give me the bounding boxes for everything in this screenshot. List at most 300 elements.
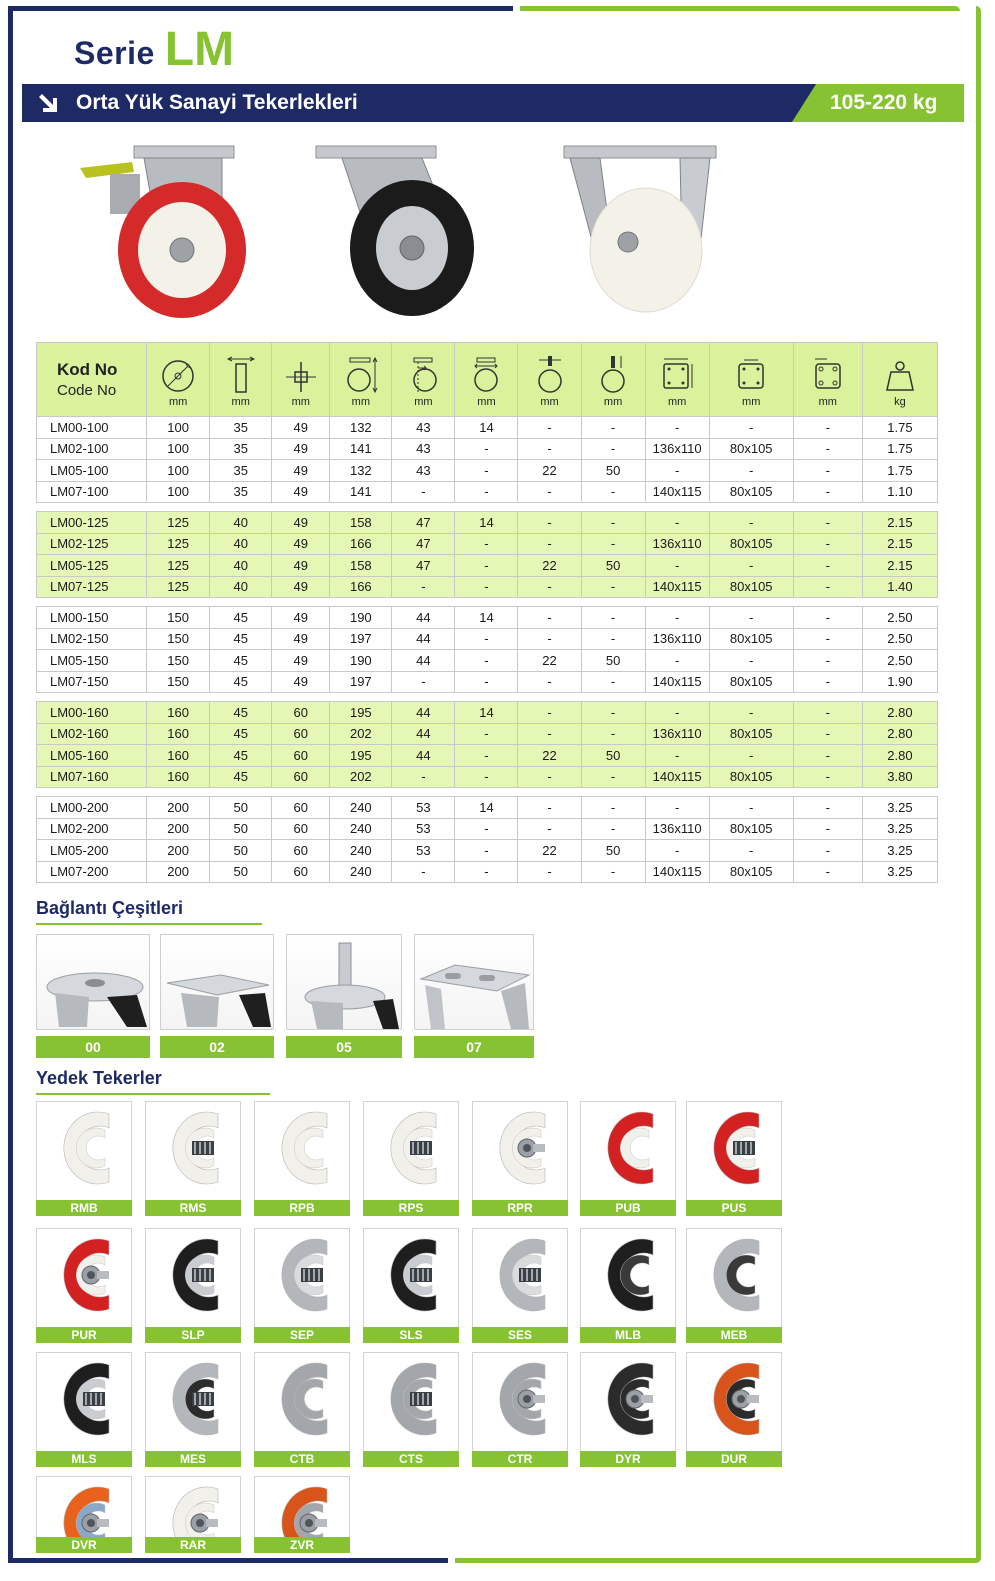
value-cell: - [793,481,862,503]
value-cell: 1.10 [862,481,937,503]
group-gap-cell [37,788,938,797]
value-cell: 40 [210,555,272,577]
group-gap [37,503,938,512]
value-cell: 195 [330,702,392,724]
value-cell: 1.40 [862,576,937,598]
value-cell: - [518,576,581,598]
value-cell: 49 [272,650,330,672]
value-cell: 190 [330,607,392,629]
value-cell: - [455,723,518,745]
spare-wheel-tile[interactable] [254,1228,350,1343]
value-cell: - [518,702,581,724]
spare-wheel-tile[interactable] [145,1352,241,1467]
connections-title: Bağlantı Çeşitleri [36,898,184,918]
value-cell: - [793,628,862,650]
value-cell: 136x110 [645,818,709,840]
value-cell: 60 [272,745,330,767]
spare-wheel-label: MES [145,1451,241,1467]
value-cell: 49 [272,607,330,629]
value-cell: 44 [392,723,455,745]
value-cell: 140x115 [645,766,709,788]
value-cell: 100 [147,438,210,460]
value-cell: 60 [272,840,330,862]
value-cell: - [793,840,862,862]
spare-wheel-icon [378,1235,448,1315]
table-row [37,766,938,788]
value-cell: - [518,607,581,629]
value-cell: 14 [455,702,518,724]
value-cell: - [581,628,645,650]
value-cell: - [793,417,862,439]
value-cell: 60 [272,766,330,788]
spare-wheel-tile[interactable] [254,1101,350,1216]
value-cell: - [645,460,709,482]
value-cell: 1.75 [862,438,937,460]
series-code: LM [164,23,235,76]
connection-label: 00 [36,1036,150,1058]
col-offset [392,343,455,417]
connection-label: 05 [286,1036,402,1058]
spare-wheel-label: MLS [36,1451,132,1467]
spare-wheel-picture [686,1228,782,1328]
col-wheel-width [210,343,272,417]
unit-label: mm [414,396,433,408]
value-cell: - [709,512,793,534]
offset-icon [404,354,442,394]
spare-wheels-title: Yedek Tekerler [36,1068,162,1088]
plate-size-icon [658,354,696,394]
value-cell: 49 [272,460,330,482]
value-cell: 80x105 [709,628,793,650]
value-cell: - [581,438,645,460]
value-cell: 45 [210,766,272,788]
value-cell: - [709,607,793,629]
value-cell: - [455,460,518,482]
value-cell: 80x105 [709,481,793,503]
spare-wheel-tile[interactable] [686,1101,782,1216]
spare-wheel-tile[interactable] [472,1352,568,1467]
table-row [37,512,938,534]
table-row [37,723,938,745]
value-cell: 200 [147,840,210,862]
value-cell: 50 [210,840,272,862]
code-cell: LM00-150 [37,607,147,629]
value-cell: 160 [147,702,210,724]
value-cell: 1.75 [862,460,937,482]
value-cell: - [518,818,581,840]
col-stem-length [581,343,645,417]
spare-wheel-picture [254,1228,350,1328]
value-cell: 150 [147,607,210,629]
value-cell: 50 [581,650,645,672]
value-cell: - [518,512,581,534]
code-cell: LM07-125 [37,576,147,598]
value-cell: - [518,533,581,555]
unit-label: mm [231,396,250,408]
value-cell: 14 [455,607,518,629]
spare-wheel-tile[interactable] [686,1228,782,1343]
spare-wheel-tile[interactable] [254,1476,350,1553]
spare-wheel-label: MEB [686,1327,782,1343]
value-cell: 197 [330,628,392,650]
table-row [37,533,938,555]
value-cell: 22 [518,840,581,862]
value-cell: - [709,797,793,819]
value-cell: - [645,745,709,767]
value-cell: - [581,671,645,693]
value-cell: - [645,512,709,534]
value-cell: - [645,797,709,819]
spare-wheel-label: CTR [472,1451,568,1467]
value-cell: 2.15 [862,555,937,577]
spare-wheel-tile[interactable] [686,1352,782,1467]
value-cell: 125 [147,533,210,555]
spare-wheel-tile[interactable] [145,1476,241,1553]
value-cell: - [645,417,709,439]
value-cell: 80x105 [709,671,793,693]
value-cell: 125 [147,576,210,598]
code-cell: LM05-160 [37,745,147,767]
arrow-down-right-icon [36,91,60,115]
spare-wheel-tile[interactable] [363,1228,459,1343]
value-cell: 125 [147,512,210,534]
value-cell: 136x110 [645,723,709,745]
code-header-tr: Kod No [57,360,118,379]
value-cell: 50 [581,840,645,862]
value-cell: - [709,417,793,439]
spec-table-body [37,417,938,883]
value-cell: 44 [392,650,455,672]
spare-wheel-label: CTB [254,1451,350,1467]
connection-tile-07[interactable] [414,934,534,1058]
value-cell: 100 [147,481,210,503]
code-cell: LM02-100 [37,438,147,460]
spare-wheel-tile[interactable] [472,1228,568,1343]
value-cell: - [581,512,645,534]
value-cell: - [581,818,645,840]
spare-wheel-tile[interactable] [254,1352,350,1467]
value-cell: 47 [392,533,455,555]
code-cell: LM07-200 [37,861,147,883]
spare-wheel-picture [363,1352,459,1452]
value-cell: 45 [210,628,272,650]
value-cell: 49 [272,555,330,577]
value-cell: 47 [392,512,455,534]
value-cell: 50 [210,797,272,819]
connection-tile-00[interactable] [36,934,150,1058]
value-cell: 197 [330,671,392,693]
value-cell: - [709,840,793,862]
spare-wheel-label: PUB [580,1200,676,1216]
table-row [37,576,938,598]
table-row [37,481,938,503]
connection-tile-02[interactable] [160,934,274,1058]
value-cell: - [581,481,645,503]
value-cell: 44 [392,702,455,724]
spare-wheel-icon [51,1108,121,1188]
spare-wheel-label: SLS [363,1327,459,1343]
value-cell: 14 [455,512,518,534]
spare-wheel-tile[interactable] [363,1101,459,1216]
value-cell: 202 [330,766,392,788]
table-row [37,745,938,767]
value-cell: 53 [392,818,455,840]
code-cell: LM00-125 [37,512,147,534]
bolt-hole-mount-icon [36,934,150,1030]
value-cell: 140x115 [645,671,709,693]
value-cell: 150 [147,628,210,650]
value-cell: 44 [392,745,455,767]
value-cell: - [645,555,709,577]
hub-length-icon [282,354,320,394]
value-cell: 240 [330,861,392,883]
spare-wheel-icon [160,1108,230,1188]
spare-wheel-label: RPB [254,1200,350,1216]
unit-label: kg [894,396,906,408]
spare-wheel-picture [472,1352,568,1452]
value-cell: 80x105 [709,818,793,840]
value-cell: - [581,797,645,819]
value-cell: - [793,438,862,460]
unit-label: mm [667,396,687,408]
value-cell: 150 [147,650,210,672]
load-range: 105-220 kg [830,91,938,114]
spare-wheel-icon [487,1235,557,1315]
spare-wheel-icon [378,1359,448,1439]
col-bolt-spacing [709,343,793,417]
col-wheel-diameter [147,343,210,417]
code-cell: LM07-160 [37,766,147,788]
spare-wheel-icon [51,1359,121,1439]
value-cell: - [793,533,862,555]
value-cell: - [392,861,455,883]
spare-wheel-picture [686,1352,782,1452]
value-cell: 2.80 [862,702,937,724]
spare-wheel-picture [363,1101,459,1201]
value-cell: 45 [210,745,272,767]
spare-wheel-picture [686,1101,782,1201]
value-cell: 60 [272,702,330,724]
value-cell: 2.15 [862,533,937,555]
value-cell: - [455,818,518,840]
code-cell: LM05-150 [37,650,147,672]
value-cell: 2.50 [862,650,937,672]
wheel-width-icon [222,354,260,394]
spare-wheel-picture [363,1228,459,1328]
value-cell: 45 [210,650,272,672]
value-cell: 2.50 [862,628,937,650]
spare-wheel-icon [487,1108,557,1188]
value-cell: 60 [272,818,330,840]
spare-wheel-tile[interactable] [472,1101,568,1216]
spare-wheel-tile[interactable] [145,1101,241,1216]
brake-icon [467,354,505,394]
spare-wheel-icon [51,1235,121,1315]
value-cell: 1.90 [862,671,937,693]
spare-wheel-label: RMS [145,1200,241,1216]
value-cell: 44 [392,607,455,629]
value-cell: 160 [147,745,210,767]
value-cell: - [581,607,645,629]
code-cell: LM02-200 [37,818,147,840]
group-gap-cell [37,598,938,607]
spare-wheel-tile[interactable] [580,1352,676,1467]
value-cell: - [455,840,518,862]
value-cell: 240 [330,797,392,819]
unit-label: mm [168,396,188,408]
value-cell: 40 [210,512,272,534]
code-cell: LM00-160 [37,702,147,724]
spare-wheel-tile[interactable] [145,1228,241,1343]
code-cell: LM02-160 [37,723,147,745]
table-row [37,438,938,460]
code-cell: LM02-125 [37,533,147,555]
table-row [37,555,938,577]
value-cell: 2.15 [862,512,937,534]
spare-wheel-picture [254,1101,350,1201]
value-cell: 202 [330,723,392,745]
col-hub-length [272,343,330,417]
spare-wheel-label: SLP [145,1327,241,1343]
value-cell: - [709,702,793,724]
table-header-row [37,343,938,417]
value-cell: - [793,723,862,745]
col-brake [455,343,518,417]
value-cell: 49 [272,671,330,693]
group-gap [37,598,938,607]
value-cell: 2.80 [862,723,937,745]
value-cell: 50 [581,460,645,482]
spare-wheel-icon [160,1359,230,1439]
unit-label: mm [477,396,496,408]
value-cell: 100 [147,417,210,439]
value-cell: 132 [330,417,392,439]
value-cell: - [518,861,581,883]
title-bar [22,84,964,122]
value-cell: 50 [581,745,645,767]
value-cell: 49 [272,481,330,503]
value-cell: 240 [330,840,392,862]
value-cell: 22 [518,460,581,482]
swivel-caster-icon [312,138,492,318]
value-cell: - [793,671,862,693]
total-height-icon [342,354,380,394]
value-cell: 35 [210,481,272,503]
value-cell: 53 [392,797,455,819]
spare-wheel-icon [595,1359,665,1439]
swivel-brake-caster-icon [72,138,252,318]
spare-wheel-tile[interactable] [36,1228,132,1343]
value-cell: 136x110 [645,628,709,650]
spare-wheel-label: DUR [686,1451,782,1467]
value-cell: - [518,766,581,788]
value-cell: - [709,745,793,767]
value-cell: - [455,576,518,598]
value-cell: 35 [210,438,272,460]
spare-wheel-tile[interactable] [36,1352,132,1467]
value-cell: 47 [392,555,455,577]
spare-wheel-tile[interactable] [580,1101,676,1216]
value-cell: 45 [210,671,272,693]
unit-label: mm [818,396,837,408]
value-cell: - [455,650,518,672]
value-cell: - [793,607,862,629]
value-cell: 80x105 [709,766,793,788]
spare-wheel-icon [269,1359,339,1439]
value-cell: 3.25 [862,818,937,840]
unit-label: mm [291,396,310,408]
spare-wheel-icon [160,1235,230,1315]
value-cell: 50 [210,818,272,840]
value-cell: 166 [330,533,392,555]
spare-wheel-tile[interactable] [36,1476,132,1553]
value-cell: 43 [392,460,455,482]
spare-wheel-tile[interactable] [363,1352,459,1467]
value-cell: - [518,481,581,503]
spare-wheel-tile[interactable] [580,1228,676,1343]
value-cell: - [518,417,581,439]
connection-tile-05[interactable] [286,934,402,1058]
table-row [37,628,938,650]
code-cell: LM05-200 [37,840,147,862]
value-cell: - [793,555,862,577]
spare-wheel-tile[interactable] [36,1101,132,1216]
unit-label: mm [742,396,761,408]
value-cell: - [793,650,862,672]
value-cell: 45 [210,702,272,724]
frame-right [976,6,981,1562]
spare-wheel-icon [378,1108,448,1188]
series-heading [74,22,235,76]
value-cell: 43 [392,438,455,460]
connection-label: 02 [160,1036,274,1058]
value-cell: 45 [210,607,272,629]
spare-wheel-picture [580,1228,676,1328]
value-cell: 80x105 [709,533,793,555]
spare-wheel-label: PUS [686,1200,782,1216]
col-weight [862,343,937,417]
frame-bottom-green [455,1558,981,1563]
spare-wheel-icon [701,1359,771,1439]
frame-top-navy [8,6,513,11]
code-header-en: Code No [57,382,117,399]
value-cell: 14 [455,797,518,819]
value-cell: 49 [272,533,330,555]
spare-wheel-label: DVR [36,1537,132,1553]
value-cell: 80x105 [709,723,793,745]
group-gap [37,788,938,797]
value-cell: 40 [210,576,272,598]
value-cell: - [455,671,518,693]
value-cell: 43 [392,417,455,439]
wheel-diameter-icon [159,354,197,394]
value-cell: 50 [210,861,272,883]
group-gap [37,693,938,702]
spare-wheel-icon [595,1108,665,1188]
spare-wheel-icon [269,1235,339,1315]
spare-wheel-picture [36,1101,132,1201]
value-cell: 190 [330,650,392,672]
spare-wheels-underline [36,1093,270,1095]
value-cell: 44 [392,628,455,650]
value-cell: 49 [272,512,330,534]
value-cell: - [581,861,645,883]
value-cell: 49 [272,417,330,439]
spare-wheel-label: ZVR [254,1537,350,1553]
fixed-plate-icon [414,934,534,1030]
value-cell: - [793,745,862,767]
value-cell: - [793,512,862,534]
